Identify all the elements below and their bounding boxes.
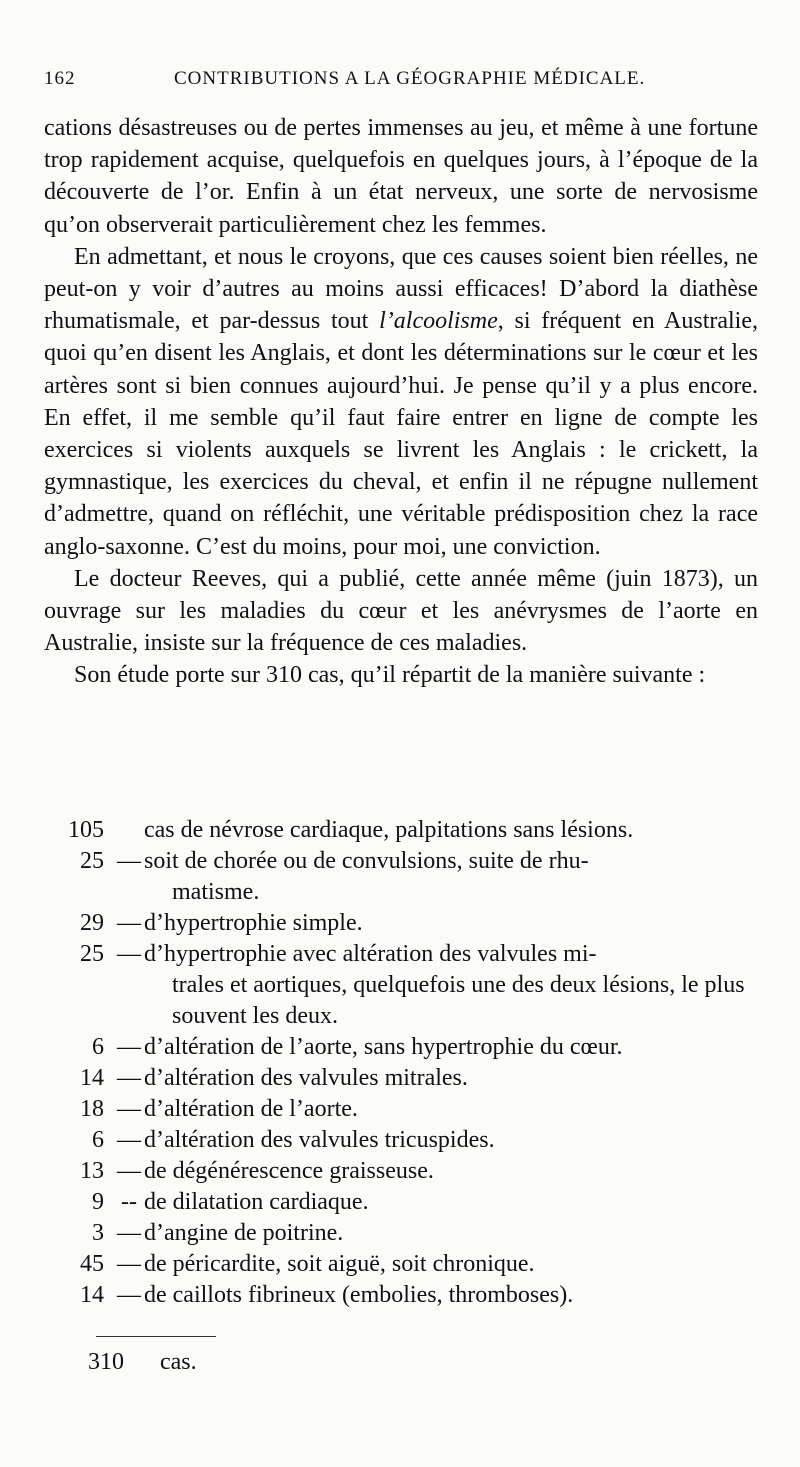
- case-description-continuation: matisme.: [172, 879, 260, 905]
- case-description-line: soit de chorée ou de convulsions, suite de rhu-: [144, 848, 589, 874]
- ditto-dash: —: [117, 1065, 141, 1091]
- paragraph-2: [44, 241, 758, 563]
- case-count: 18: [80, 1096, 104, 1122]
- page-header: [44, 68, 758, 98]
- case-description: [144, 1125, 748, 1156]
- case-description: [144, 1187, 748, 1218]
- ditto-dash: —: [117, 1158, 141, 1184]
- case-description: [144, 939, 748, 1032]
- list-item: [44, 1094, 758, 1125]
- ditto-dash: —: [117, 1251, 141, 1277]
- paragraph-4: Son étude porte sur 310 cas, qu’il répartit de la manière suivante :: [74, 662, 706, 689]
- list-item: [44, 815, 758, 846]
- paragraph-2-italic: l’alcoolisme: [379, 308, 498, 335]
- case-count: 14: [80, 1282, 104, 1308]
- ditto-dash: —: [117, 941, 141, 967]
- case-count: 105: [68, 817, 104, 843]
- list-item: [44, 908, 758, 939]
- case-description-line: cas de névrose cardiaque, palpitations sans lésions.: [144, 817, 634, 843]
- case-description-line: de péricardite, soit aiguë, soit chronique.: [144, 1251, 535, 1277]
- case-count: 29: [80, 910, 104, 936]
- ditto-dash: —: [117, 1034, 141, 1060]
- paragraph-3: Le docteur Reeves, qui a publié, cette année même (juin 1873), un ouvrage sur les maladies du cœur et les anévrysmes de l’aorte en Australie, insiste sur la fréquence de ces maladies.: [44, 565, 758, 657]
- body-text: [44, 112, 758, 692]
- case-description-line: d’altération des valvules mitrales.: [144, 1065, 468, 1091]
- running-title: CONTRIBUTIONS A LA GÉOGRAPHIE MÉDICALE.: [174, 68, 646, 89]
- case-description: [144, 1280, 748, 1311]
- case-description: [144, 1063, 748, 1094]
- total-unit: cas.: [160, 1349, 197, 1375]
- list-item: [44, 1187, 758, 1218]
- ditto-dash: —: [117, 848, 141, 874]
- ditto-dash: --: [121, 1189, 137, 1215]
- case-description-line: de dégénérescence graisseuse.: [144, 1158, 434, 1184]
- list-item: [44, 1218, 758, 1249]
- case-description-line: d’hypertrophie simple.: [144, 910, 363, 936]
- case-count: 13: [80, 1158, 104, 1184]
- case-list: [44, 815, 758, 1311]
- list-item: [44, 1063, 758, 1094]
- page-number: 162: [44, 68, 76, 89]
- case-count: 25: [80, 848, 104, 874]
- case-count: 45: [80, 1251, 104, 1277]
- case-description: [144, 1249, 748, 1280]
- sum-rule: [96, 1336, 216, 1337]
- case-description: [144, 1156, 748, 1187]
- list-item: [44, 1156, 758, 1187]
- ditto-dash: —: [117, 1220, 141, 1246]
- case-count: 14: [80, 1065, 104, 1091]
- list-item: [44, 1280, 758, 1311]
- total-count: 310: [88, 1349, 124, 1375]
- ditto-dash: —: [117, 1127, 141, 1153]
- case-description-line: de caillots fibrineux (embolies, thromboses).: [144, 1282, 574, 1308]
- case-description-continuation: trales et aortiques, quelquefois une des deux lésions, le plus souvent les deux.: [172, 972, 745, 1029]
- case-description-line: de dilatation cardiaque.: [144, 1189, 369, 1215]
- ditto-dash: —: [117, 1282, 141, 1308]
- list-item: [44, 1125, 758, 1156]
- list-item: [44, 846, 758, 908]
- case-description: [144, 908, 748, 939]
- case-description: [144, 1032, 748, 1063]
- case-description: [144, 846, 748, 908]
- case-description: [144, 1218, 748, 1249]
- case-count: 6: [92, 1034, 104, 1060]
- case-description: [144, 815, 748, 846]
- case-description-line: d’altération de l’aorte.: [144, 1096, 358, 1122]
- list-item: [44, 1032, 758, 1063]
- list-item: [44, 1249, 758, 1280]
- case-count: 3: [92, 1220, 104, 1246]
- case-count: 9: [92, 1189, 104, 1215]
- paragraph-2-end: , si fréquent en Australie, quoi qu’en disent les Anglais, et dont les déterminations sur le cœur et les artères sont si bien connues aujourd’hui. Je pense qu’il y a plus encore. En effet, il me semble qu’il faut faire entrer en ligne de compte les exercices si violents auxquels se livrent les Anglais : le crickett, la gymnastique, les exercices du cheval, et enfin il ne répugne nullement d’admettre, quand on réfléchit, une véritable prédisposition chez la race anglo-saxonne. C’est du moins, pour moi, une conviction.: [44, 308, 758, 560]
- case-count: 6: [92, 1127, 104, 1153]
- case-count: 25: [80, 941, 104, 967]
- case-description-line: d’hypertrophie avec altération des valvules mi-: [144, 941, 597, 967]
- case-description: [144, 1094, 748, 1125]
- case-description-line: d’altération de l’aorte, sans hypertrophie du cœur.: [144, 1034, 623, 1060]
- case-description-line: d’angine de poitrine.: [144, 1220, 344, 1246]
- paragraph-1: cations désastreuses ou de pertes immenses au jeu, et même à une fortune trop rapidement acquise, quelquefois en quelques jours, à l’époque de la découverte de l’or. Enfin à un état nerveux, une sorte de nervosisme qu’on observerait particulièrement chez les femmes.: [44, 115, 758, 238]
- ditto-dash: —: [117, 1096, 141, 1122]
- list-item: [44, 939, 758, 1032]
- paragraph-2-start: En admettant, et nous le croyons, que ces causes soient bien réelles, ne peut-on y voir d’autres au moins aussi efficaces! D’abord la diathèse rhumatismale, et par-dessus tout: [44, 243, 758, 335]
- case-description-line: d’altération des valvules tricuspides.: [144, 1127, 495, 1153]
- ditto-dash: —: [117, 910, 141, 936]
